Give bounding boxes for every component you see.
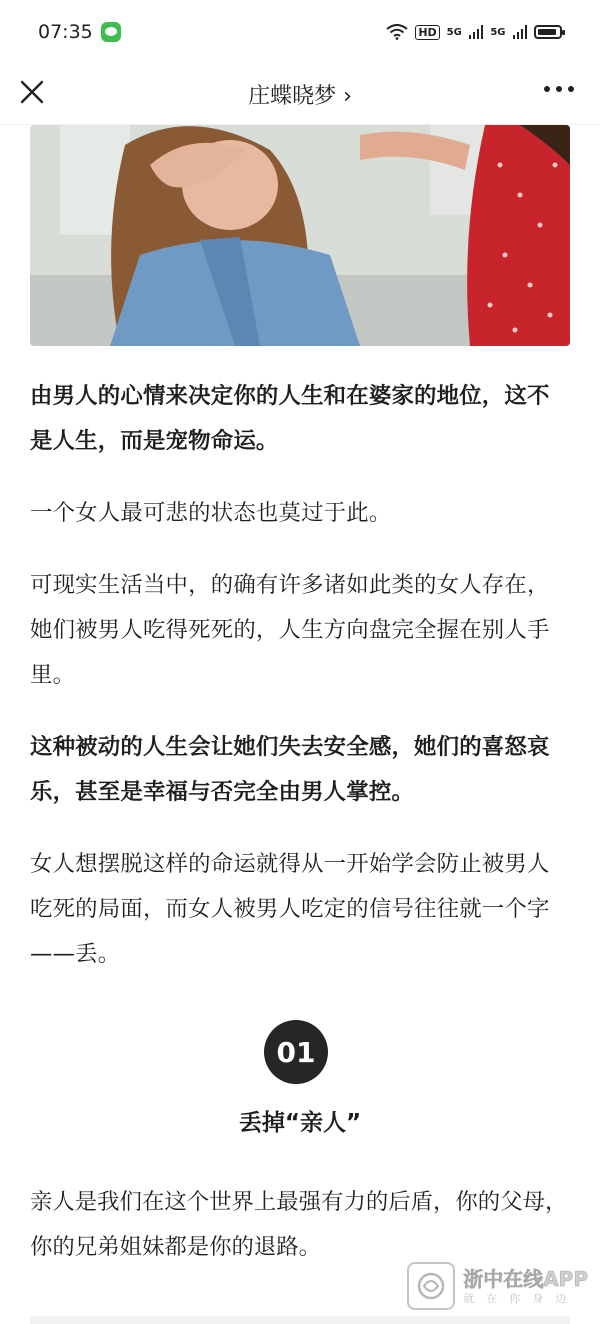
close-icon[interactable] xyxy=(18,78,46,106)
app-watermark xyxy=(407,1262,588,1310)
section-number-badge: 01 xyxy=(264,1020,328,1084)
network-type-1: 5G xyxy=(446,26,462,38)
next-content-card xyxy=(30,1316,570,1324)
status-right xyxy=(386,24,562,40)
paragraph-5: 女人想摆脱这样的命运就得从一开始学会防止被男人吃死的局面，而女人被男人吃定的信号往往就一个字——丢。 xyxy=(30,851,550,967)
section-title: 丢掉“亲人” xyxy=(238,1110,362,1136)
more-options-icon[interactable] xyxy=(544,86,574,92)
paragraph-2: 一个女人最可悲的状态也莫过于此。 xyxy=(30,500,392,526)
article-hero-image xyxy=(30,125,570,346)
paragraph-4: 这种被动的人生会让她们失去安全感，她们的喜怒哀乐，甚至是幸福与否完全由男人掌控。 xyxy=(30,734,550,805)
zhezhong-logo-icon xyxy=(407,1262,455,1310)
paragraph-3: 可现实生活当中，的确有许多诸如此类的女人存在，她们被男人吃得死死的，人生方向盘完全握在别人手里。 xyxy=(30,572,550,688)
article-body xyxy=(30,374,570,1004)
watermark-app-name: 浙中在线APP xyxy=(463,1266,588,1291)
account-name-link[interactable]: 庄蝶晓梦 › xyxy=(248,83,352,109)
watermark-slogan: 就在你身边 xyxy=(463,1291,579,1305)
nav-bar xyxy=(0,64,600,125)
network-type-2: 5G xyxy=(490,26,506,38)
hero-illustration xyxy=(30,125,570,346)
battery-icon xyxy=(534,25,562,39)
section-paragraph-1: 亲人是我们在这个世界上最强有力的后盾，你的父母，你的兄弟姐妹都是你的退路。 xyxy=(30,1189,568,1260)
hd-badge: HD xyxy=(415,25,439,40)
signal-strength-icon-2 xyxy=(513,25,528,39)
wifi-icon xyxy=(386,24,408,40)
paragraph-1: 由男人的心情来决定你的人生和在婆家的地位，这不是人生，而是宠物命运。 xyxy=(30,383,550,454)
signal-strength-icon-1 xyxy=(469,25,484,39)
status-left xyxy=(38,21,121,43)
wechat-notification-icon xyxy=(101,22,121,42)
status-bar xyxy=(0,0,600,64)
section-body xyxy=(30,1180,570,1270)
status-time: 07:35 xyxy=(38,21,93,43)
watermark-text xyxy=(463,1266,588,1305)
